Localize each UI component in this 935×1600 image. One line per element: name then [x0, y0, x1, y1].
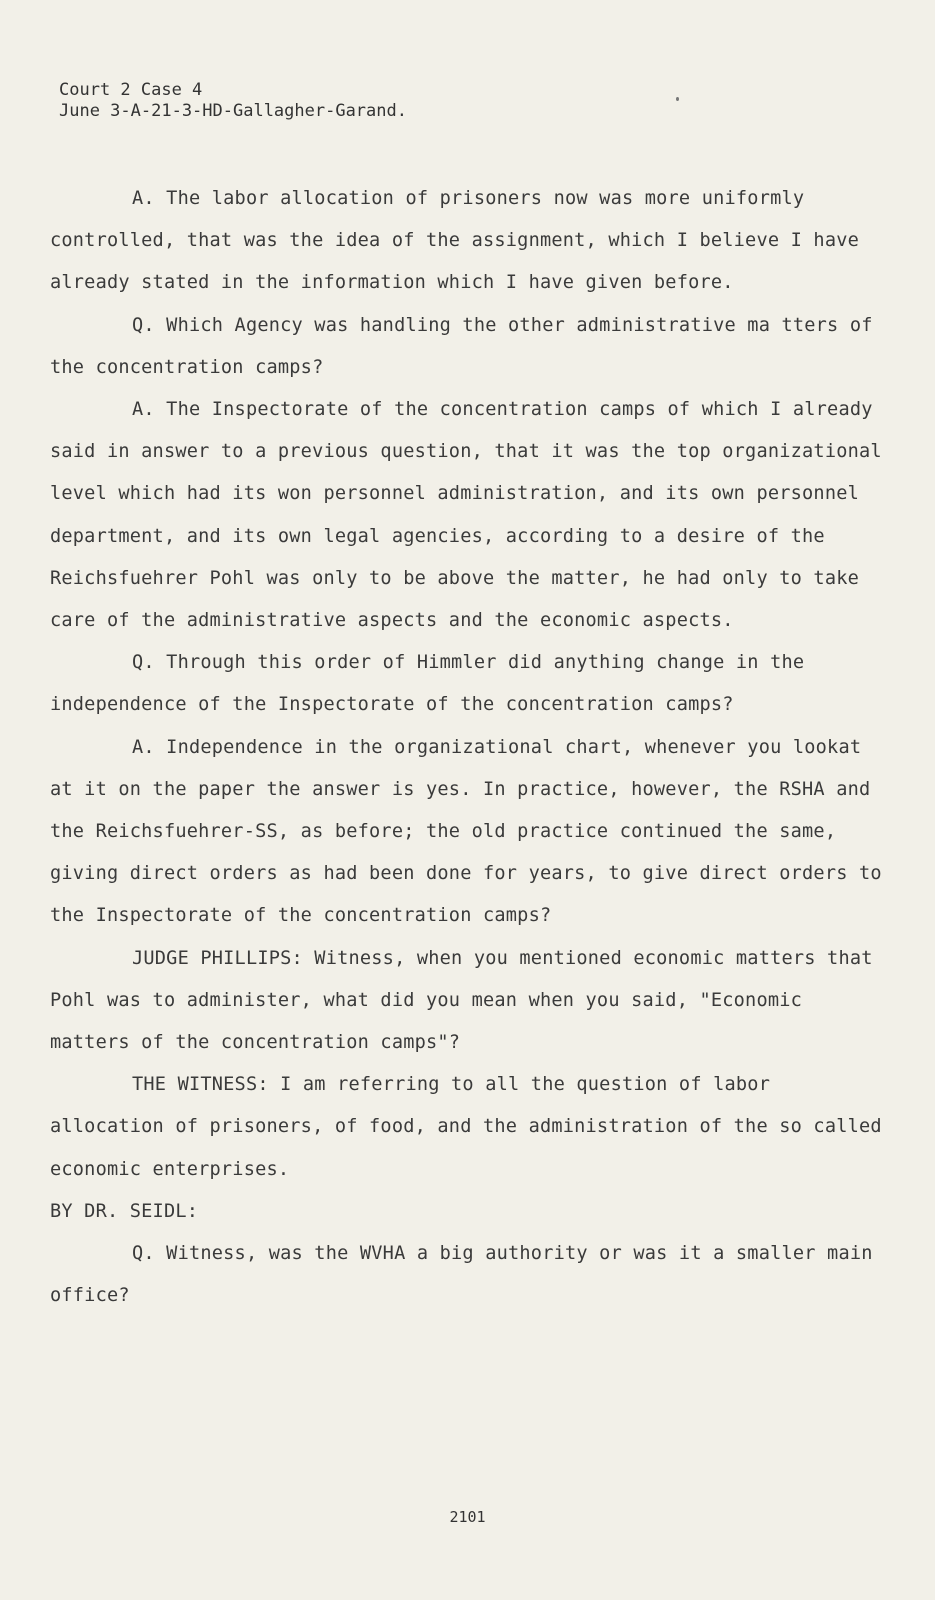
ink-spot [676, 97, 679, 101]
question-paragraph-2: Q. Through this order of Himmler did anything change in the independence of the Inspectorate of the concentration camps? [50, 652, 805, 716]
transcript-body [50, 178, 890, 1317]
examiner-heading: BY DR. SEIDL: [50, 1200, 199, 1222]
header-court-case: Court 2 Case 4 [59, 80, 203, 100]
answer-paragraph-3: A. Independence in the organizational chart, whenever you lookat at it on the paper the answer is yes. In practice, however, the RSHA and the Reichsfuehrer-SS, as before; the old practice continued the same, giving direct orders as had been done for years, to give direct orders to the Inspectorate of the concentration camps? [50, 736, 882, 927]
answer-paragraph-1: A. The labor allocation of prisoners now was more uniformly controlled, that was the idea of the assignment, which I believe I have already stated in the information which I have given before. [50, 188, 860, 294]
question-paragraph-1: Q. Which Agency was handling the other administrative ma tters of the concentration camps? [50, 314, 873, 378]
question-paragraph-3: Q. Witness, was the WVHA a big authority or was it a smaller main office? [50, 1243, 873, 1307]
judge-statement: JUDGE PHILLIPS: Witness, when you mentioned economic matters that Pohl was to administer, what did you mean when you said, "Economic matters of the concentration camps"? [50, 947, 873, 1054]
page-number: 2101 [449, 1508, 486, 1526]
header-session-info: June 3-A-21-3-HD-Gallagher-Garand. [59, 101, 407, 121]
answer-paragraph-2: A. The Inspectorate of the concentration camps of which I already said in answer to a previous question, that it was the top organizational level which had its won personnel administration, and its own personnel department, and its own legal agencies, according to a desire of the Reichsfuehrer Pohl was only to be above the matter, he had only to take care of the administrative aspects and the economic aspects. [50, 399, 882, 632]
header [59, 80, 407, 122]
witness-statement: THE WITNESS: I am referring to all the question of labor allocation of prisoners, of food, and the administration of the so called economic enterprises. [50, 1074, 882, 1180]
